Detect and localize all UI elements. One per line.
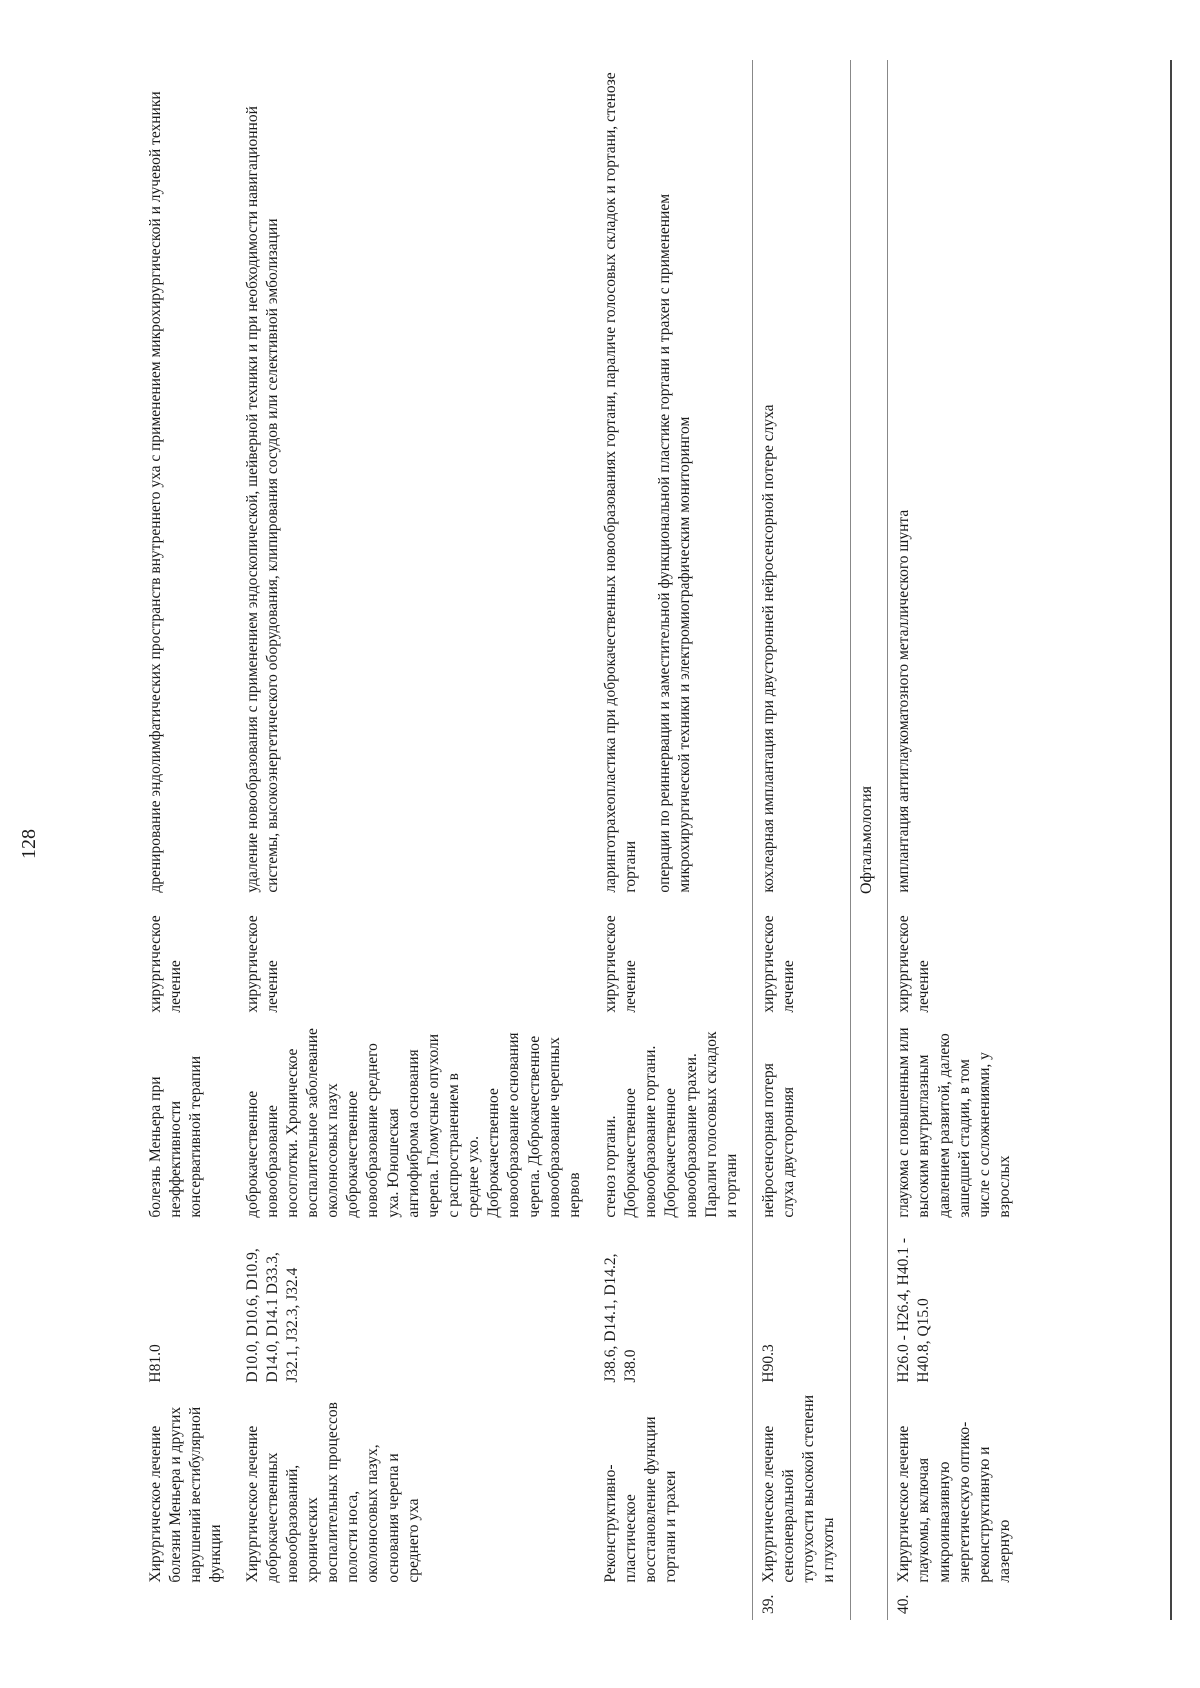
icd-codes: H81.0 [147, 1344, 164, 1383]
patient-model: болезнь Меньера при неэффективности консервативной терапии [147, 1055, 205, 1218]
page-number: 128 [18, 829, 40, 859]
treatment-method: операции по реиннервации и заместительной функциональной пластике гортани и трахеи с применением микрохирургической техники и электромиографическим мониторингом [656, 193, 694, 893]
treatment-type: хирургическое лечение [595, 899, 752, 1019]
care-type-name: Хирургическое лечение глаукомы, включая микроинвазивную энергетическую оптико-реконструктивную и лазерную [895, 1421, 1013, 1583]
care-type-name: Хирургическое лечение доброкачественных новообразований, хронических воспалительных процессов полости носа, околоносовых пазух, основания черепа и среднего уха [243, 1402, 422, 1583]
table-row [237, 60, 595, 1620]
icd-codes: H26.0 - H26.4, H40.1 - H40.8, Q15.0 [895, 1237, 933, 1383]
treatment-type: хирургическое лечение [895, 915, 933, 1013]
patient-model: доброкачественное новообразование носоглотки. Хроническое воспалительное заболевание околоносовых пазух доброкачественное новообразование среднего уха. Юношеская ангиофиброма основания черепа. Гломусные опухоли с распространением в среднее ухо. Доброкачественное новообразование основания черепа. Доброкачественное новообразование черепных нервов [243, 1028, 583, 1218]
care-type-name: Хирургическое лечение болезни Меньера и других нарушений вестибулярной функции [147, 1406, 225, 1583]
section-row [850, 60, 888, 1620]
treatment-methods [752, 60, 850, 899]
row-number [595, 1589, 752, 1620]
treatment-methods [888, 60, 1025, 899]
icd-codes: H90.3 [752, 1224, 850, 1389]
care-type-name: Реконструктивно-пластическое восстановление функции гортани и трахеи [595, 1389, 752, 1589]
row-number: 39. [752, 1589, 850, 1620]
row-number [140, 1589, 237, 1620]
treatment-method: имплантация антиглаукоматозного металлического шунта [895, 509, 913, 893]
table-row [140, 60, 237, 1620]
treatment-type: хирургическое лечение [147, 915, 185, 1013]
treatment-methods [595, 60, 752, 899]
table-row [888, 60, 1025, 1620]
icd-codes: D10.0, D10.6, D10.9, D14.0, D14.1 D33.3, J32.1, J32.3, J32.4 [243, 1248, 301, 1383]
treatment-method: дренирование эндолимфатических пространств внутреннего уха с применением микрохирургической и лучевой техники [147, 91, 164, 893]
table-row [752, 60, 850, 1620]
care-type-name: Хирургическое лечение сенсоневральной тугоухости высокой степени и глухоты [752, 1389, 850, 1589]
treatment-method: кохлеарная имплантация при двусторонней нейросенсорной потере слуха [759, 404, 777, 893]
row-number: 40. [895, 1594, 913, 1614]
treatment-methods [237, 60, 595, 899]
patient-model: стеноз гортани. Доброкачественное новообразование гортани. Доброкачественное новообразование трахеи. Паралич голосовых складок и гортани [595, 1019, 752, 1224]
patient-model: глаукома с повышенным или высоким внутриглазным давлением развитой, далеко зашедшей стадии, в том числе с осложнениями, у взрослых [895, 1027, 1013, 1218]
patient-model: нейросенсорная потеря слуха двусторонняя [752, 1019, 850, 1224]
treatment-methods [140, 60, 237, 899]
treatment-method: удаление новообразования с применением эндоскопической, шейверной техники и при необходимости навигационной системы, высокоэнергетического оборудования, клипирования сосудов или селективной эмболизации [243, 106, 281, 893]
hmc-table [140, 60, 1025, 1620]
treatment-type: хирургическое лечение [243, 915, 281, 1013]
treatment-type: хирургическое лечение [752, 899, 850, 1019]
icd-codes: J38.6, D14.1, D14.2, J38.0 [595, 1224, 752, 1389]
table-row [595, 60, 752, 1620]
treatment-method: ларинготрахеопластика при доброкачественных новообразованиях гортани, параличе голосовых складок и гортани, стенозе гортани [601, 72, 640, 893]
section-title: Офтальмология [850, 60, 888, 1620]
bottom-rule [1170, 60, 1172, 1620]
row-number [237, 1589, 595, 1620]
